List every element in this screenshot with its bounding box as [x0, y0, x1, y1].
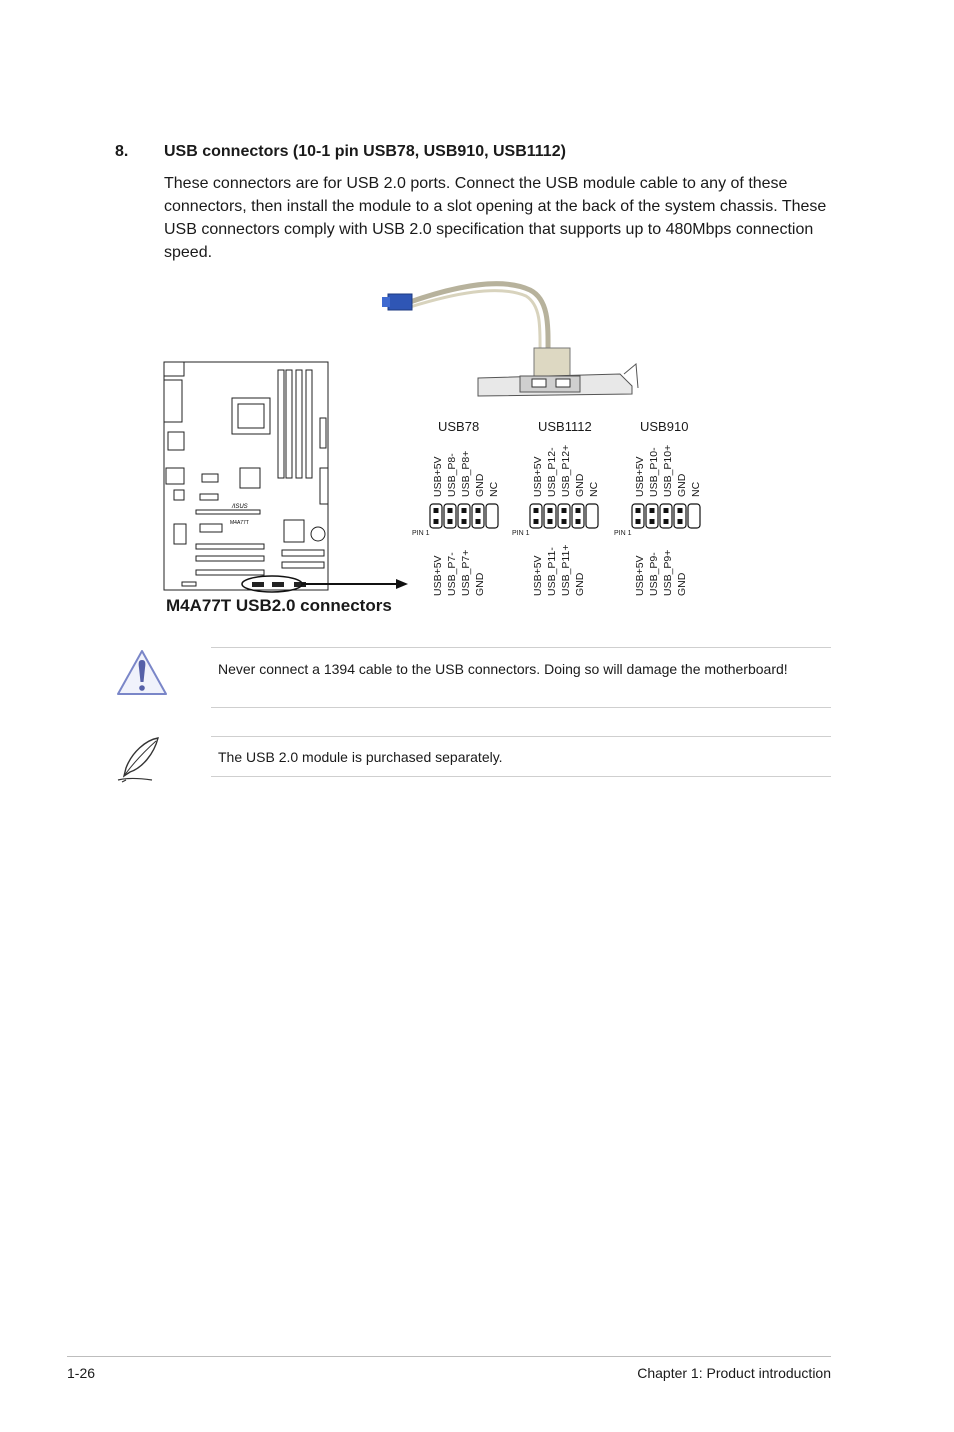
pin-label-bottom: USB+5V — [634, 555, 646, 596]
pin-slot — [430, 504, 442, 528]
connector-header — [428, 502, 502, 532]
pin-dot — [562, 519, 567, 524]
note-divider — [211, 647, 831, 648]
pin-label-top: GND — [474, 473, 486, 497]
pin-label-top: USB+5V — [532, 456, 544, 497]
usb-bracket-module-image — [380, 278, 650, 404]
warning-icon — [114, 648, 170, 698]
pin-dot — [462, 508, 467, 513]
pin-slot — [586, 504, 598, 528]
diagram-caption: M4A77T USB2.0 connectors — [166, 596, 392, 615]
pin-label-top: GND — [574, 473, 586, 497]
pin-dot — [636, 519, 641, 524]
chapter-title: Chapter 1: Product introduction — [637, 1365, 831, 1381]
pin-slot — [572, 504, 584, 528]
pin-label-top: USB_P10+ — [662, 444, 674, 497]
pin-slot — [688, 504, 700, 528]
pin-label-bottom: GND — [474, 572, 486, 596]
pin-slot — [674, 504, 686, 528]
pin-dot — [462, 519, 467, 524]
footer-divider — [67, 1356, 831, 1357]
pin-slot — [486, 504, 498, 528]
pin-label-bottom: USB+5V — [432, 555, 444, 596]
pin-label-bottom: USB_P9- — [648, 552, 660, 596]
pin1-label: PIN 1 — [412, 530, 430, 537]
pin-slot — [660, 504, 672, 528]
pin-label-bottom: GND — [676, 572, 688, 596]
pin-dot — [476, 519, 481, 524]
section-number: 8. — [115, 143, 129, 160]
pin-slot — [544, 504, 556, 528]
pin-label-bottom: USB_P11+ — [560, 544, 572, 596]
board-brand: /ISUS — [232, 504, 248, 510]
pin-label-top: NC — [588, 481, 600, 497]
pin-slot — [646, 504, 658, 528]
note-divider — [211, 707, 831, 708]
pin-dot — [664, 519, 669, 524]
pin-dot — [548, 508, 553, 513]
warning-text: Never connect a 1394 cable to the USB connectors. Doing so will damage the motherboard! — [218, 661, 788, 677]
note-feather-icon — [112, 734, 164, 784]
pin1-label: PIN 1 — [512, 530, 530, 537]
note-divider — [211, 776, 831, 777]
pin-dot — [548, 519, 553, 524]
pin-label-top: USB_P8- — [446, 453, 458, 497]
pin-dot — [678, 508, 683, 513]
connector-header — [630, 502, 704, 532]
pin-dot — [650, 508, 655, 513]
board-model: M4A77T — [230, 520, 249, 526]
connector-name: USB1112 — [538, 419, 592, 434]
pin-label-top: USB+5V — [432, 456, 444, 497]
pin-dot — [534, 519, 539, 524]
connector-header — [528, 502, 602, 532]
section-title: USB connectors (10-1 pin USB78, USB910, USB1112) — [164, 143, 566, 160]
pin-dot — [576, 519, 581, 524]
note-text: The USB 2.0 module is purchased separately. — [218, 749, 503, 765]
page-number: 1-26 — [67, 1365, 96, 1381]
pin-slot — [632, 504, 644, 528]
pin-dot — [576, 508, 581, 513]
pin-label-bottom: USB_P9+ — [662, 549, 674, 596]
pin-dot — [534, 508, 539, 513]
pin-label-bottom: GND — [574, 572, 586, 596]
pin-label-top: USB_P12+ — [560, 444, 572, 497]
pin-label-top: USB_P12- — [546, 447, 558, 497]
pin-label-top: NC — [690, 481, 702, 497]
pin-dot — [650, 519, 655, 524]
pin-label-bottom: USB+5V — [532, 555, 544, 596]
pin-label-bottom: USB_P7- — [446, 552, 458, 596]
pin-slot — [558, 504, 570, 528]
pin-dot — [448, 519, 453, 524]
connector-name: USB78 — [438, 419, 480, 434]
pin-label-bottom: USB_P7+ — [460, 549, 472, 596]
pin-dot — [434, 508, 439, 513]
pin-label-bottom: USB_P11- — [546, 547, 558, 596]
pin-dot — [636, 508, 641, 513]
pin-label-top: USB+5V — [634, 456, 646, 497]
pin-dot — [664, 508, 669, 513]
pin-label-top: USB_P10- — [648, 447, 660, 497]
pin-dot — [562, 508, 567, 513]
pin-slot — [472, 504, 484, 528]
pin-dot — [448, 508, 453, 513]
section-body: These connectors are for USB 2.0 ports. Connect the USB module cable to any of these connectors, then install the module to a slot opening at the back of the system chassis. These USB connectors comply with USB 2.0 specification that supports up to 480Mbps connection speed. — [164, 175, 827, 261]
pin-label-top: NC — [488, 481, 500, 497]
pin-slot — [458, 504, 470, 528]
pin-slot — [530, 504, 542, 528]
pin-label-top: GND — [676, 473, 688, 497]
pin-label-top: USB_P8+ — [460, 450, 472, 497]
connector-name: USB910 — [640, 419, 689, 434]
pin-dot — [476, 508, 481, 513]
note-divider — [211, 736, 831, 737]
pin-dot — [434, 519, 439, 524]
pin1-label: PIN 1 — [614, 530, 632, 537]
pin-slot — [444, 504, 456, 528]
motherboard-layout-image — [160, 358, 410, 594]
pin-dot — [678, 519, 683, 524]
